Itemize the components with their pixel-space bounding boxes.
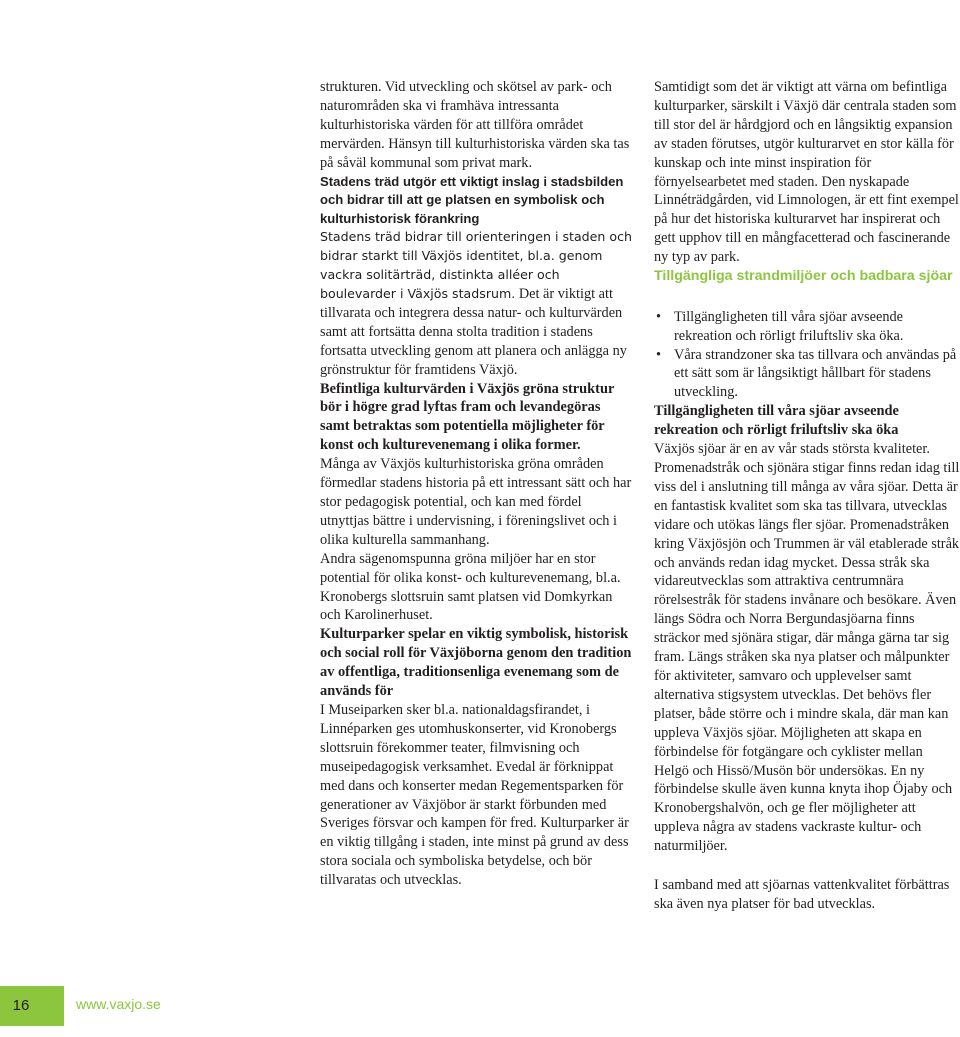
section-paragraph-trees: [320, 228, 632, 379]
section-heading-lake-access: Tillgängligheten till våra sjöar avseende rekreation och rörligt friluftsliv ska öka: [654, 403, 899, 439]
goals-list: [654, 308, 960, 403]
bullet-icon: •: [656, 308, 662, 325]
section-heading-cultural-values: Befintliga kulturvärden i Växjös gröna struktur bör i högre grad lyftas fram och levandegöras samt betraktas som potentiella möjligheter för konst och kulturevenemang i olika former.: [320, 380, 615, 454]
right-intro-paragraph: Samtidigt som det är viktigt att värna om befintliga kulturparker, särskilt i Växjö där centrala staden som till stor del är hårdgjord och en långsiktig expansion av staden förutses, utgör kulturarvet en stor källa för kunskap och inte minst inspiration för förnyelsearbetet med staden. Den nyskapade Linnéträdgården, vid Limnologen, är ett fint exempel på hur det historiska kulturarvet har inspirerat och gett upphov till en mångfacetterad och fascinerande ny typ av park.: [654, 79, 959, 266]
left-column: [320, 78, 632, 890]
section-body-culture-parks: I Museiparken sker bl.a. nationaldagsfirandet, i Linnéparken ges utomhuskonserter, vid Kronobergs slottsruin förekommer teater, filmvisning och museipedagogisk verksamhet. Evedal är förknippat med dans och konserter medan Regementsparken för generationer av Växjöbor är starkt förbunden med Sveriges försvar och kampen för fred. Kulturparker är en viktig tillgång i staden, inte minst på grund av dess stora sociala och symboliska betydelse, och bör tillvaratas och utvecklas.: [320, 701, 629, 889]
section-body-lake-access: Växjös sjöar är en av vår stads största kvaliteter. Promenadstråk och sjönära stigar finns redan idag till viss del i anslutning till många av våra sjöar. Detta är en fantastisk kvalitet som ska tas tillvara, utvecklas vidare och utökas längs fler sjöar. Promenadstråken kring Växjösjön och Trummen är väl etablerade stråk och används redan idag mycket. Dessa stråk ska vidareutvecklas som attraktiva centrumnära rörelsestråk för stadens invånare och besökare. Även längs Södra och Norra Bergundasjöarna finns sträckor med sjönära stigar, där många gärna tar sig fram. Längs stråken ska nya platser och målpunkter för aktiviteter, samvaro och upplevelser samt alternativa stigsystem utvecklas. Det behövs fler platser, både större och i mindre skala, där man kan uppleva Växjös sjöar. Möjligheten att skapa en förbindelse för fotgängare och cyklister mellan Helgö och Hissö/Musön bör undersökas. En ny förbindelse skulle även kunna knyta ihop Öjaby och Kronobergshalvön, och ge fler möjligheter att uppleva några av stadens vackraste kultur- och naturmiljöer.: [654, 441, 960, 855]
list-item: • Tillgängligheten till våra sjöar avseende rekreation och rörligt friluftsliv ska öka.: [656, 308, 904, 344]
closing-paragraph: I samband med att sjöarnas vattenkvalitet förbättras ska även nya platser för bad utvecklas.: [654, 877, 950, 912]
right-column: [654, 78, 960, 914]
section-body-trees: Det är viktigt att tillvarata och integrera dessa natur- och kulturvärden samt att fortsätta denna stolta tradition i stadens fortsatta utveckling genom att planera och anlägga ny grönstruktur för framtidens Växjö.: [320, 286, 627, 378]
website-link[interactable]: www.vaxjo.se: [76, 996, 161, 1012]
list-item: • Våra strandzoner ska tas tillvara och användas på ett sätt som är långsiktigt hållbart för stadens utveckling.: [656, 346, 957, 401]
section-lead-trees: Stadens träd bidrar till orienteringen i staden och bidrar starkt till Växjös identitet, bl.a. genom vackra solitärträd, distinkta alléer och boulevarder i Växjös stadsrum.: [320, 229, 633, 302]
section-heading-trees: Stadens träd utgör ett viktigt inslag i stadsbilden och bidrar till att ge platsen en symbolisk och kulturhistorisk förankring: [320, 173, 624, 226]
section-heading-culture-parks: Kulturparker spelar en viktig symbolisk, historisk och social roll för Växjöborna genom den tradition av offentliga, traditionsenliga evenemang som de används för: [320, 626, 632, 700]
section-body-cultural-values-2: Andra sägenomspunna gröna miljöer har en stor potential för olika konst- och kulturevenemang, bl.a. Kronobergs slottsruin samt platsen vid Domkyrkan och Karolinerhuset.: [320, 550, 621, 624]
section-body-cultural-values-1: Många av Växjös kulturhistoriska gröna områden förmedlar stadens historia på ett intressant sätt och har stor pedagogisk potential, och kan med fördel utnyttjas bättre i undervisning, i föreningslivet och i olika kulturella sammanhang.: [320, 456, 632, 548]
green-heading-beaches: Tillgängliga strandmiljöer och badbara sjöar: [654, 268, 953, 285]
bullet-icon: •: [656, 346, 662, 363]
page-number: 16: [12, 997, 30, 1014]
left-intro-paragraph: strukturen. Vid utveckling och skötsel av park- och naturområden ska vi framhäva intressanta kulturhistoriska värden för att tillföra området mervärden. Hänsyn till kulturhistoriska värden ska tas på såväl kommunal som privat mark.: [320, 79, 630, 171]
